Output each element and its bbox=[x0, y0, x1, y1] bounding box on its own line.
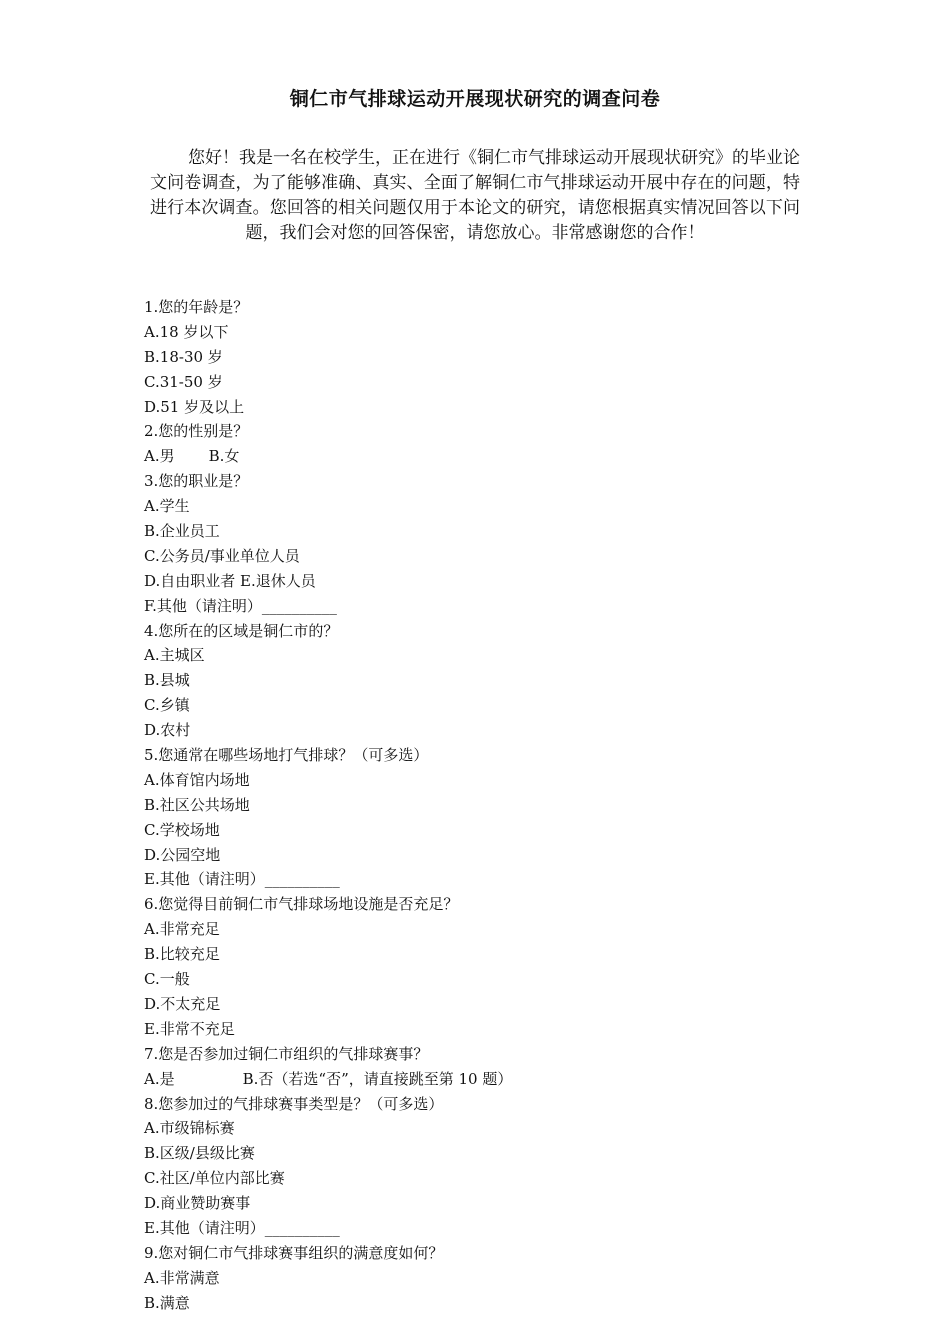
option: A.市级锦标赛 bbox=[144, 1119, 235, 1138]
option: D.公园空地 bbox=[144, 845, 221, 864]
option: D.商业赞助赛事 bbox=[144, 1194, 251, 1213]
option: C.31-50 岁 bbox=[144, 372, 223, 391]
option: A.学生 bbox=[144, 497, 190, 516]
document-title: 铜仁市气排球运动开展现状研究的调查问卷 bbox=[289, 88, 661, 110]
option: A.主城区 bbox=[144, 646, 205, 665]
option: C.乡镇 bbox=[144, 696, 190, 715]
option: E.非常不充足 bbox=[144, 1019, 235, 1038]
option: B.否（若选“否”，请直接跳至第 10 题） bbox=[242, 1069, 513, 1088]
question-4: 4.您所在的区域是铜仁市的？ bbox=[144, 621, 339, 640]
option: B.社区公共场地 bbox=[144, 795, 250, 814]
option: A.非常充足 bbox=[144, 920, 220, 939]
option: C.一般 bbox=[144, 970, 190, 989]
option: A.是 bbox=[144, 1069, 175, 1088]
option: B.区级/县级比赛 bbox=[144, 1144, 255, 1163]
option: A.18 岁以下 bbox=[144, 322, 229, 341]
question-1: 1.您的年龄是？ bbox=[144, 298, 249, 316]
question-2: 2.您的性别是？ bbox=[144, 422, 249, 441]
option: D.不太充足 bbox=[144, 994, 221, 1013]
question-3: 3.您的职业是？ bbox=[144, 472, 249, 491]
option: B.女 bbox=[208, 447, 240, 466]
option: C.公务员/事业单位人员 bbox=[144, 546, 300, 565]
option: F.其他（请注明）__________ bbox=[144, 596, 337, 615]
option: B.企业员工 bbox=[144, 522, 220, 541]
option: D.51 岁及以上 bbox=[144, 397, 245, 416]
option: A.体育馆内场地 bbox=[144, 770, 250, 789]
question-list bbox=[144, 295, 824, 1316]
option: D.自由职业者 E.退休人员 bbox=[144, 571, 316, 590]
question-8: 8.您参加过的气排球赛事类型是？（可多选） bbox=[144, 1094, 444, 1113]
option: A.非常满意 bbox=[144, 1268, 220, 1287]
option: E.其他（请注明）__________ bbox=[144, 1218, 340, 1237]
option: B.18-30 岁 bbox=[144, 347, 223, 366]
option-row bbox=[144, 1067, 824, 1092]
option: B.比较充足 bbox=[144, 945, 220, 964]
question-7: 7.您是否参加过铜仁市组织的气排球赛事？ bbox=[144, 1044, 429, 1063]
option: C.学校场地 bbox=[144, 820, 220, 839]
option-row bbox=[144, 444, 824, 469]
intro-paragraph: 您好！我是一名在校学生，正在进行《铜仁市气排球运动开展现状研究》的毕业论文问卷调查，为了能够准确、真实、全面了解铜仁市气排球运动开展中存在的问题，特进行本次调查。您回答的相关问题仅用于本论文的研究，请您根据真实情况回答以下问题，我们会对您的回答保密，请您放心。非常感谢您的合作！ bbox=[150, 148, 800, 243]
question-5: 5.您通常在哪些场地打气排球？（可多选） bbox=[144, 746, 429, 765]
option: C.社区/单位内部比赛 bbox=[144, 1169, 285, 1188]
option: A.男 bbox=[144, 447, 175, 466]
option: D.农村 bbox=[144, 721, 191, 740]
option: B.县城 bbox=[144, 671, 190, 690]
option: B.满意 bbox=[144, 1293, 190, 1312]
option: E.其他（请注明）__________ bbox=[144, 870, 340, 889]
question-6: 6.您觉得目前铜仁市气排球场地设施是否充足？ bbox=[144, 895, 459, 914]
question-9: 9.您对铜仁市气排球赛事组织的满意度如何？ bbox=[144, 1243, 444, 1262]
